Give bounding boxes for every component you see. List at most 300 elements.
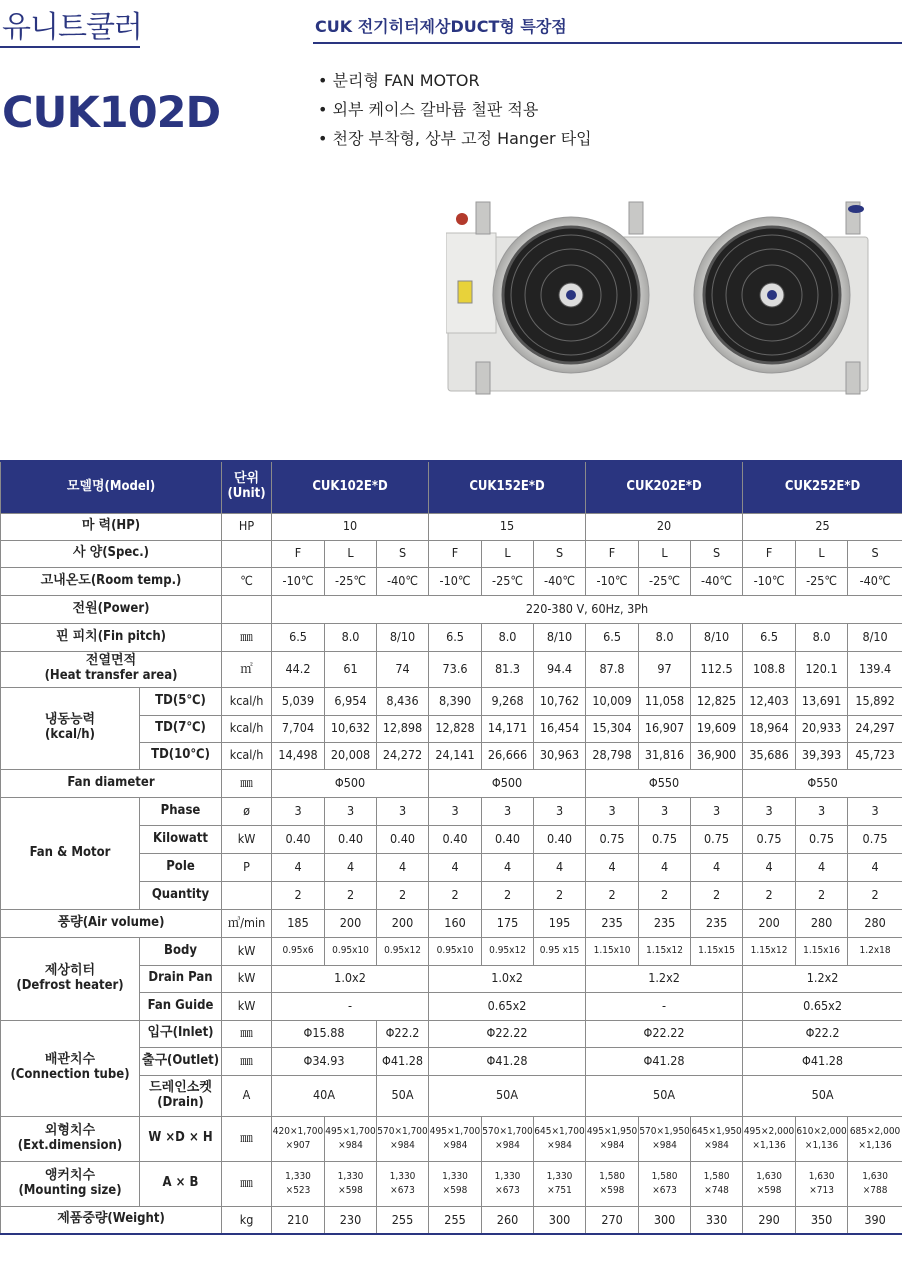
header-model-name: CUK152E*D — [429, 461, 586, 513]
table-cell: 6,954 — [325, 687, 377, 715]
sub-label: 출구(Outlet) — [140, 1047, 222, 1075]
table-cell: 1,330 ×523 — [272, 1161, 325, 1206]
table-cell: Φ41.28 — [743, 1047, 902, 1075]
table-cell: Φ500 — [429, 769, 586, 797]
table-cell: 0.40 — [377, 825, 429, 853]
table-cell: 40A — [272, 1075, 377, 1116]
table-cell: -10℃ — [743, 567, 796, 595]
table-cell: 3 — [325, 797, 377, 825]
table-cell: ㎜ — [222, 1020, 272, 1047]
feature-item: • 분리형 FAN MOTOR — [318, 66, 592, 95]
sub-label: 입구(Inlet) — [140, 1020, 222, 1047]
table-cell: - — [586, 992, 743, 1020]
table-cell: 0.95x12 — [482, 937, 534, 965]
table-cell: 8.0 — [639, 623, 691, 651]
table-cell: 2 — [743, 881, 796, 909]
table-cell: 4 — [639, 853, 691, 881]
table-cell: 25 — [743, 513, 902, 540]
table-cell: HP — [222, 513, 272, 540]
group-label: 배관치수 (Connection tube) — [1, 1020, 140, 1116]
table-cell: 11,058 — [639, 687, 691, 715]
table-cell: 30,963 — [534, 742, 586, 769]
table-cell: -25℃ — [325, 567, 377, 595]
header-model-name: CUK102E*D — [272, 461, 429, 513]
table-cell: 3 — [743, 797, 796, 825]
table-cell: 495×1,950 ×984 — [586, 1116, 639, 1161]
table-cell: 3 — [691, 797, 743, 825]
table-cell: kW — [222, 825, 272, 853]
table-cell: 50A — [429, 1075, 586, 1116]
table-cell: 1,580 ×598 — [586, 1161, 639, 1206]
group-label: 제상히터 (Defrost heater) — [1, 937, 140, 1020]
table-cell: 73.6 — [429, 651, 482, 687]
header-model-name: CUK202E*D — [586, 461, 743, 513]
table-cell: Φ22.2 — [377, 1020, 429, 1047]
table-cell: 0.95 x15 — [534, 937, 586, 965]
table-cell — [222, 595, 272, 623]
table-cell: 0.75 — [586, 825, 639, 853]
table-cell: 28,798 — [586, 742, 639, 769]
table-cell: 4 — [429, 853, 482, 881]
table-cell: 0.40 — [272, 825, 325, 853]
sub-label: Pole — [140, 853, 222, 881]
table-cell: 120.1 — [796, 651, 848, 687]
table-row — [1, 797, 902, 825]
table-row — [1, 1206, 902, 1234]
table-cell: kcal/h — [222, 742, 272, 769]
features-subtitle: CUK 전기히터제상DUCT형 특장점 — [315, 17, 567, 36]
table-cell: 495×2,000 ×1,136 — [743, 1116, 796, 1161]
table-cell: 495×1,700 ×984 — [325, 1116, 377, 1161]
table-row — [1, 567, 902, 595]
table-row — [1, 937, 902, 965]
table-cell: 6.5 — [272, 623, 325, 651]
table-cell: 1,330 ×598 — [325, 1161, 377, 1206]
table-cell: 175 — [482, 909, 534, 937]
table-cell: 3 — [272, 797, 325, 825]
table-cell: 1.0x2 — [272, 965, 429, 992]
table-cell: 1.0x2 — [429, 965, 586, 992]
feature-list — [318, 66, 592, 153]
table-cell: Φ22.2 — [743, 1020, 902, 1047]
table-cell: 0.40 — [534, 825, 586, 853]
table-cell: 1.15x15 — [691, 937, 743, 965]
table-cell: 112.5 — [691, 651, 743, 687]
sub-label: Drain Pan — [140, 965, 222, 992]
table-cell: 4 — [534, 853, 586, 881]
table-cell: 15,892 — [848, 687, 902, 715]
row-label: 고내온도(Room temp.) — [1, 567, 222, 595]
header-unit: 단위 (Unit) — [222, 461, 272, 513]
table-cell: 1,330 ×673 — [482, 1161, 534, 1206]
header-model-name: CUK252E*D — [743, 461, 902, 513]
table-cell: 10,009 — [586, 687, 639, 715]
table-cell: Φ22.22 — [429, 1020, 586, 1047]
table-cell: 45,723 — [848, 742, 902, 769]
table-cell: 2 — [796, 881, 848, 909]
table-cell: 20,933 — [796, 715, 848, 742]
table-cell: 15,304 — [586, 715, 639, 742]
table-cell: 0.75 — [743, 825, 796, 853]
table-cell: 108.8 — [743, 651, 796, 687]
table-cell: ㎜ — [222, 1047, 272, 1075]
table-cell: 35,686 — [743, 742, 796, 769]
table-cell: 495×1,700 ×984 — [429, 1116, 482, 1161]
category-title: 유니트쿨러 — [2, 10, 142, 45]
table-cell: 2 — [377, 881, 429, 909]
table-cell: F — [743, 540, 796, 567]
table-cell: S — [848, 540, 902, 567]
group-label: 냉동능력 (kcal/h) — [1, 687, 140, 769]
table-row — [1, 769, 902, 797]
sub-label: A × B — [140, 1161, 222, 1206]
table-cell: ㎜ — [222, 1116, 272, 1161]
table-cell: 12,898 — [377, 715, 429, 742]
table-cell: Φ22.22 — [586, 1020, 743, 1047]
table-cell: 4 — [272, 853, 325, 881]
table-cell: 14,171 — [482, 715, 534, 742]
category-underline — [0, 46, 140, 48]
table-cell: 1,630 ×598 — [743, 1161, 796, 1206]
table-cell: 0.95x12 — [377, 937, 429, 965]
table-cell: 24,141 — [429, 742, 482, 769]
table-cell: 24,297 — [848, 715, 902, 742]
table-cell: 300 — [639, 1206, 691, 1234]
table-cell: 1.2x2 — [586, 965, 743, 992]
table-cell: Φ41.28 — [586, 1047, 743, 1075]
table-cell: 570×1,950 ×984 — [639, 1116, 691, 1161]
table-cell: 200 — [325, 909, 377, 937]
table-cell: 94.4 — [534, 651, 586, 687]
table-cell: 97 — [639, 651, 691, 687]
table-cell: 4 — [796, 853, 848, 881]
table-cell: 3 — [429, 797, 482, 825]
table-cell: ㎡ — [222, 651, 272, 687]
row-label: 전원(Power) — [1, 595, 222, 623]
table-cell: A — [222, 1075, 272, 1116]
table-cell: ㎜ — [222, 1161, 272, 1206]
table-cell: 3 — [796, 797, 848, 825]
table-cell: P — [222, 853, 272, 881]
table-row — [1, 1161, 902, 1206]
table-cell: 1,330 ×751 — [534, 1161, 586, 1206]
table-cell: 6.5 — [429, 623, 482, 651]
sub-label: TD(5℃) — [140, 687, 222, 715]
table-cell: 20,008 — [325, 742, 377, 769]
table-cell: Φ550 — [586, 769, 743, 797]
table-cell: 8.0 — [482, 623, 534, 651]
table-cell: 0.75 — [639, 825, 691, 853]
table-cell: -40℃ — [691, 567, 743, 595]
table-cell: 0.40 — [325, 825, 377, 853]
table-cell: 12,825 — [691, 687, 743, 715]
table-cell: kg — [222, 1206, 272, 1234]
table-cell: 1,630 ×788 — [848, 1161, 902, 1206]
table-cell: 4 — [482, 853, 534, 881]
row-label: 제품중량(Weight) — [1, 1206, 222, 1234]
table-cell: 1.15x12 — [639, 937, 691, 965]
table-cell: 50A — [586, 1075, 743, 1116]
table-cell: 300 — [534, 1206, 586, 1234]
table-cell: kcal/h — [222, 715, 272, 742]
table-cell: 1,580 ×673 — [639, 1161, 691, 1206]
table-cell: 1.15x12 — [743, 937, 796, 965]
table-cell: -40℃ — [534, 567, 586, 595]
table-cell: -10℃ — [429, 567, 482, 595]
feature-item: • 외부 케이스 갈바륨 철판 적용 — [318, 95, 592, 124]
table-cell: 3 — [377, 797, 429, 825]
table-cell: ㎥/min — [222, 909, 272, 937]
table-cell: 570×1,700 ×984 — [482, 1116, 534, 1161]
table-cell: 74 — [377, 651, 429, 687]
unit-cooler-photo — [446, 197, 870, 401]
table-cell: 6.5 — [586, 623, 639, 651]
table-cell: 0.95x6 — [272, 937, 325, 965]
table-cell: 61 — [325, 651, 377, 687]
sub-label: W ×D × H — [140, 1116, 222, 1161]
table-row — [1, 623, 902, 651]
table-cell: 39,393 — [796, 742, 848, 769]
table-cell: 685×2,000 ×1,136 — [848, 1116, 902, 1161]
table-cell: 4 — [848, 853, 902, 881]
table-cell: 1,580 ×748 — [691, 1161, 743, 1206]
table-cell: 645×1,950 ×984 — [691, 1116, 743, 1161]
table-cell: 50A — [377, 1075, 429, 1116]
table-cell: 195 — [534, 909, 586, 937]
table-cell: 230 — [325, 1206, 377, 1234]
table-cell: 1,330 ×673 — [377, 1161, 429, 1206]
table-cell: 3 — [534, 797, 586, 825]
table-cell: kW — [222, 992, 272, 1020]
table-cell: Φ15.88 — [272, 1020, 377, 1047]
table-cell: S — [691, 540, 743, 567]
table-cell: ㎜ — [222, 623, 272, 651]
table-row — [1, 651, 902, 687]
table-cell: 2 — [325, 881, 377, 909]
table-row — [1, 687, 902, 715]
table-cell: L — [639, 540, 691, 567]
table-cell — [222, 881, 272, 909]
table-cell: 50A — [743, 1075, 902, 1116]
table-cell: -10℃ — [272, 567, 325, 595]
table-cell: 255 — [429, 1206, 482, 1234]
table-cell: 185 — [272, 909, 325, 937]
table-cell: Φ41.28 — [377, 1047, 429, 1075]
table-cell: 160 — [429, 909, 482, 937]
table-cell: 280 — [796, 909, 848, 937]
row-label: Fan diameter — [1, 769, 222, 797]
table-cell: Φ500 — [272, 769, 429, 797]
table-cell: 290 — [743, 1206, 796, 1234]
table-cell: 12,403 — [743, 687, 796, 715]
table-cell: 0.65x2 — [743, 992, 902, 1020]
table-cell: 31,816 — [639, 742, 691, 769]
table-cell: 0.75 — [796, 825, 848, 853]
sub-label: Phase — [140, 797, 222, 825]
table-cell: 0.75 — [848, 825, 902, 853]
table-cell: 19,609 — [691, 715, 743, 742]
table-cell: 570×1,700 ×984 — [377, 1116, 429, 1161]
table-cell: kcal/h — [222, 687, 272, 715]
table-cell: 4 — [691, 853, 743, 881]
table-cell: 2 — [691, 881, 743, 909]
table-row — [1, 461, 902, 513]
spec-table — [0, 460, 902, 1235]
table-cell: L — [796, 540, 848, 567]
table-cell: 26,666 — [482, 742, 534, 769]
sub-label: Body — [140, 937, 222, 965]
table-cell: -40℃ — [377, 567, 429, 595]
table-cell: 420×1,700 ×907 — [272, 1116, 325, 1161]
subtitle-underline — [313, 42, 902, 44]
table-cell: -40℃ — [848, 567, 902, 595]
table-cell: Φ34.93 — [272, 1047, 377, 1075]
table-cell: 20 — [586, 513, 743, 540]
table-cell: 8.0 — [325, 623, 377, 651]
table-cell: -25℃ — [482, 567, 534, 595]
table-cell: 16,907 — [639, 715, 691, 742]
table-cell: 235 — [639, 909, 691, 937]
table-cell: 2 — [482, 881, 534, 909]
table-cell: 330 — [691, 1206, 743, 1234]
table-cell: 4 — [586, 853, 639, 881]
table-cell: 3 — [639, 797, 691, 825]
table-cell: 4 — [743, 853, 796, 881]
table-cell: ㎜ — [222, 769, 272, 797]
table-cell: 235 — [586, 909, 639, 937]
table-cell: 6.5 — [743, 623, 796, 651]
table-cell: 3 — [848, 797, 902, 825]
table-row — [1, 595, 902, 623]
table-cell: 0.95x10 — [325, 937, 377, 965]
table-cell: 610×2,000 ×1,136 — [796, 1116, 848, 1161]
table-cell: -10℃ — [586, 567, 639, 595]
table-cell: 200 — [377, 909, 429, 937]
row-label: 앵커치수 (Mounting size) — [1, 1161, 140, 1206]
table-cell: 3 — [586, 797, 639, 825]
table-cell: 8/10 — [691, 623, 743, 651]
header-model: 모델명(Model) — [1, 461, 222, 513]
table-cell: 7,704 — [272, 715, 325, 742]
row-label: 핀 피치(Fin pitch) — [1, 623, 222, 651]
sub-label: 드레인소켓 (Drain) — [140, 1075, 222, 1116]
row-label: 사 양(Spec.) — [1, 540, 222, 567]
table-cell: 13,691 — [796, 687, 848, 715]
table-cell: 15 — [429, 513, 586, 540]
table-cell: 4 — [325, 853, 377, 881]
table-row — [1, 540, 902, 567]
table-cell: 3 — [482, 797, 534, 825]
table-row — [1, 1020, 902, 1047]
row-label: 전열면적 (Heat transfer area) — [1, 651, 222, 687]
table-cell: 8,436 — [377, 687, 429, 715]
sub-label: Quantity — [140, 881, 222, 909]
table-cell: 8/10 — [534, 623, 586, 651]
table-cell: 0.40 — [482, 825, 534, 853]
table-cell: 200 — [743, 909, 796, 937]
table-cell: 1.2x2 — [743, 965, 902, 992]
table-cell: 4 — [377, 853, 429, 881]
table-cell: 139.4 — [848, 651, 902, 687]
table-row — [1, 909, 902, 937]
table-cell: 12,828 — [429, 715, 482, 742]
model-title: CUK102D — [2, 88, 221, 138]
table-cell: 18,964 — [743, 715, 796, 742]
table-cell: 2 — [534, 881, 586, 909]
table-cell: ø — [222, 797, 272, 825]
table-cell: 390 — [848, 1206, 902, 1234]
table-cell: 260 — [482, 1206, 534, 1234]
table-cell: Φ41.28 — [429, 1047, 586, 1075]
table-cell: L — [325, 540, 377, 567]
table-cell: S — [377, 540, 429, 567]
row-label: 풍량(Air volume) — [1, 909, 222, 937]
table-cell: 220-380 V, 60Hz, 3Ph — [272, 595, 902, 623]
table-cell: 280 — [848, 909, 902, 937]
table-cell: 1,630 ×713 — [796, 1161, 848, 1206]
table-cell: 24,272 — [377, 742, 429, 769]
table-cell: 81.3 — [482, 651, 534, 687]
table-cell — [222, 540, 272, 567]
table-cell: 14,498 — [272, 742, 325, 769]
table-cell: 10 — [272, 513, 429, 540]
table-cell: 2 — [848, 881, 902, 909]
sub-label: TD(10℃) — [140, 742, 222, 769]
table-row — [1, 513, 902, 540]
table-cell: 2 — [429, 881, 482, 909]
table-cell: -25℃ — [796, 567, 848, 595]
table-cell: 87.8 — [586, 651, 639, 687]
table-cell: 645×1,700 ×984 — [534, 1116, 586, 1161]
table-cell: 2 — [639, 881, 691, 909]
table-cell: 350 — [796, 1206, 848, 1234]
table-cell: 8,390 — [429, 687, 482, 715]
table-cell: 8/10 — [377, 623, 429, 651]
feature-item: • 천장 부착형, 상부 고정 Hanger 타입 — [318, 124, 592, 153]
table-cell: 0.40 — [429, 825, 482, 853]
table-cell: F — [429, 540, 482, 567]
table-cell: 16,454 — [534, 715, 586, 742]
table-cell: 44.2 — [272, 651, 325, 687]
table-cell: 8.0 — [796, 623, 848, 651]
table-cell: 9,268 — [482, 687, 534, 715]
table-cell: kW — [222, 965, 272, 992]
table-cell: 10,632 — [325, 715, 377, 742]
row-label: 외형치수 (Ext.dimension) — [1, 1116, 140, 1161]
table-cell: 235 — [691, 909, 743, 937]
table-cell: 0.95x10 — [429, 937, 482, 965]
table-cell: 1.15x16 — [796, 937, 848, 965]
table-cell: 8/10 — [848, 623, 902, 651]
sub-label: Kilowatt — [140, 825, 222, 853]
table-cell: 255 — [377, 1206, 429, 1234]
group-label: Fan & Motor — [1, 797, 140, 909]
table-cell: ℃ — [222, 567, 272, 595]
table-cell: 1.15x10 — [586, 937, 639, 965]
table-cell: -25℃ — [639, 567, 691, 595]
table-cell: 1.2x18 — [848, 937, 902, 965]
table-cell: 210 — [272, 1206, 325, 1234]
table-cell: 36,900 — [691, 742, 743, 769]
table-cell: F — [586, 540, 639, 567]
table-cell: 2 — [272, 881, 325, 909]
row-label: 마 력(HP) — [1, 513, 222, 540]
sub-label: Fan Guide — [140, 992, 222, 1020]
table-cell: 0.75 — [691, 825, 743, 853]
table-cell: - — [272, 992, 429, 1020]
table-cell: F — [272, 540, 325, 567]
table-cell: 10,762 — [534, 687, 586, 715]
